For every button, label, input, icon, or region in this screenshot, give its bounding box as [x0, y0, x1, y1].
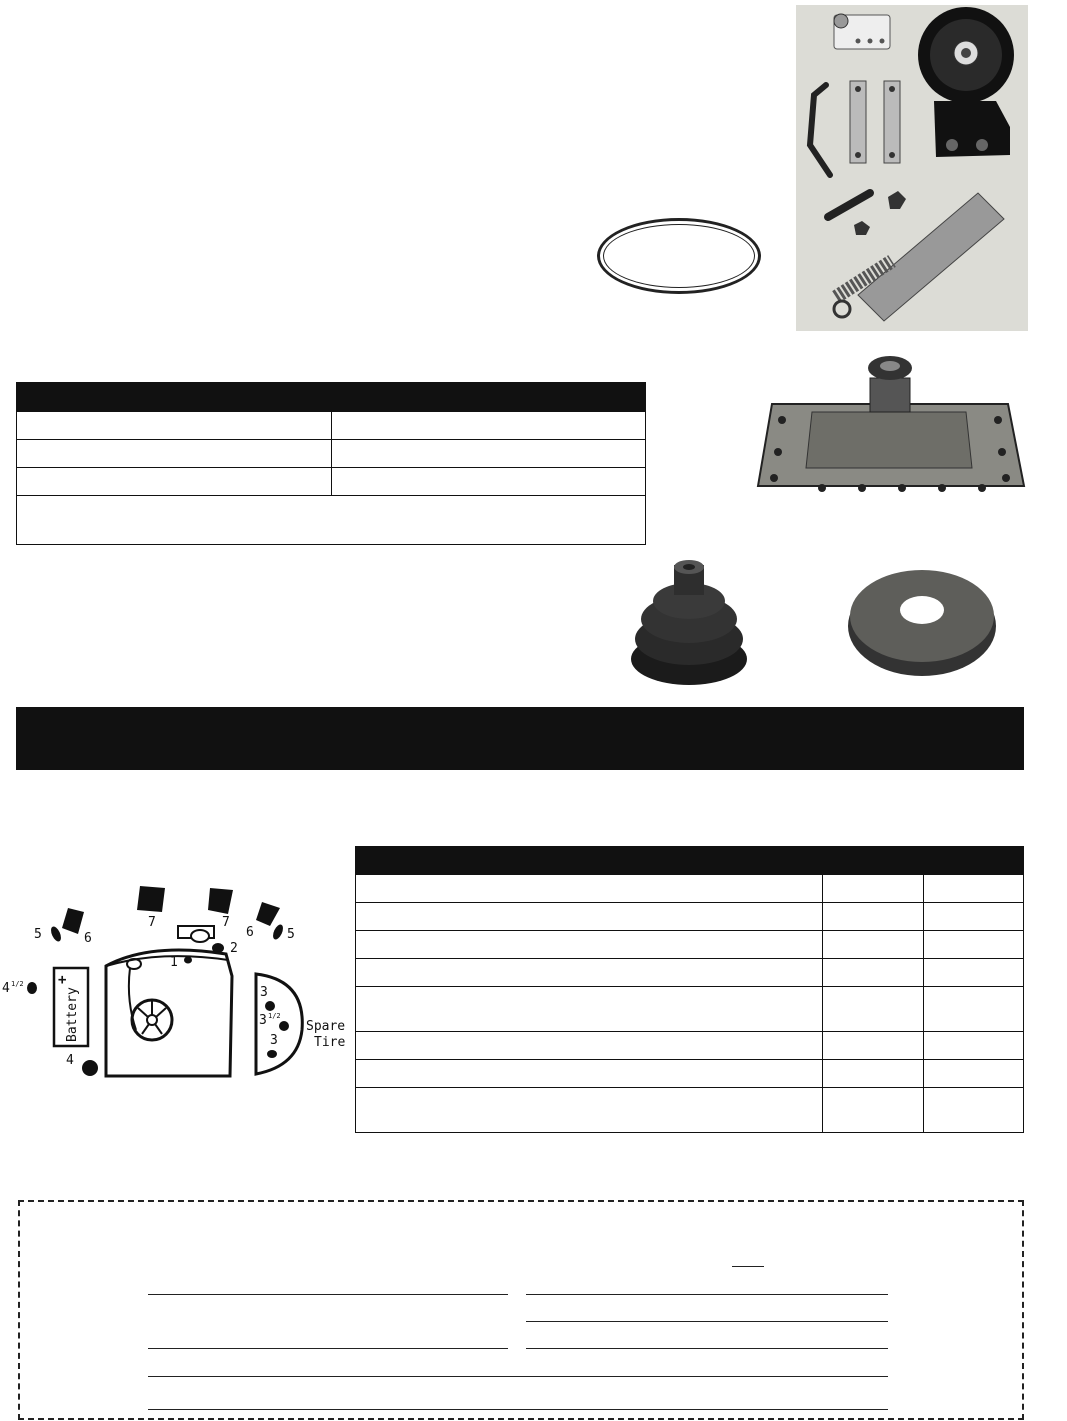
section-banner [16, 707, 1024, 770]
mat-5-right [271, 923, 285, 941]
label-tire: Tire [314, 1035, 346, 1050]
pan-cover-photo [752, 352, 1028, 500]
form-field-line[interactable] [148, 1376, 888, 1377]
form-short-line [732, 1266, 764, 1267]
parts-table-bottom-header [356, 847, 1023, 874]
label-battery: Battery [65, 987, 80, 1042]
parts-table-bottom [355, 846, 1024, 1133]
rubber-boot-photo [628, 555, 750, 689]
label-4-half-whole: 4 [2, 981, 10, 996]
table-row [17, 439, 645, 467]
label-3-bottom: 3 [270, 1033, 278, 1048]
mat-6-right [256, 902, 280, 926]
table-row [356, 986, 1023, 1031]
parts-table-top-header [17, 383, 645, 411]
table-row [356, 1059, 1023, 1087]
belt-ring-illustration [597, 218, 761, 294]
table-row [356, 958, 1023, 986]
parts-kit-photo [796, 5, 1028, 331]
label-3-half-frac: 1/2 [268, 1012, 281, 1020]
label-7-right: 7 [222, 915, 230, 930]
table-row [17, 411, 645, 439]
table-row [356, 1087, 1023, 1132]
label-spare: Spare [306, 1019, 346, 1034]
label-1: 1 [170, 955, 178, 970]
label-4-half-frac: 1/2 [11, 980, 24, 988]
label-3-top: 3 [260, 985, 268, 1000]
form-field-line[interactable] [148, 1294, 508, 1295]
mat-placement-svg [0, 880, 352, 1090]
mat-placement-diagram [0, 880, 352, 1090]
parts-table-top-note-row [17, 495, 645, 544]
table-row [17, 467, 645, 495]
form-field-line[interactable] [526, 1321, 888, 1322]
label-7-left: 7 [148, 915, 156, 930]
table-row [356, 874, 1023, 902]
pan-cover-illustration [752, 352, 1028, 500]
form-field-line[interactable] [526, 1348, 888, 1349]
label-6-right: 6 [246, 925, 254, 940]
form-field-line[interactable] [148, 1348, 508, 1349]
table-row [356, 1031, 1023, 1059]
label-2: 2 [230, 941, 238, 956]
table-row [356, 930, 1023, 958]
table-row [356, 902, 1023, 930]
battery-plus-sign: + [58, 972, 67, 988]
mat-5-left [49, 925, 63, 943]
form-field-line[interactable] [526, 1294, 888, 1295]
order-form-box [18, 1200, 1024, 1420]
belt-ring-inner [603, 224, 755, 288]
mat-7-right [208, 888, 233, 914]
label-5-left: 5 [34, 927, 42, 942]
mat-7-left [137, 886, 165, 912]
form-field-line[interactable] [148, 1409, 888, 1410]
label-5-right: 5 [287, 927, 295, 942]
label-4: 4 [66, 1053, 74, 1068]
rubber-washer-illustration [845, 560, 999, 680]
mat-6-left [62, 908, 84, 934]
parts-kit-illustration [796, 5, 1028, 331]
parts-table-top [16, 382, 646, 545]
rubber-boot-illustration [628, 555, 750, 689]
label-6-left: 6 [84, 931, 92, 946]
rubber-washer-photo [845, 560, 999, 680]
label-3-half-whole: 3 [259, 1013, 267, 1028]
